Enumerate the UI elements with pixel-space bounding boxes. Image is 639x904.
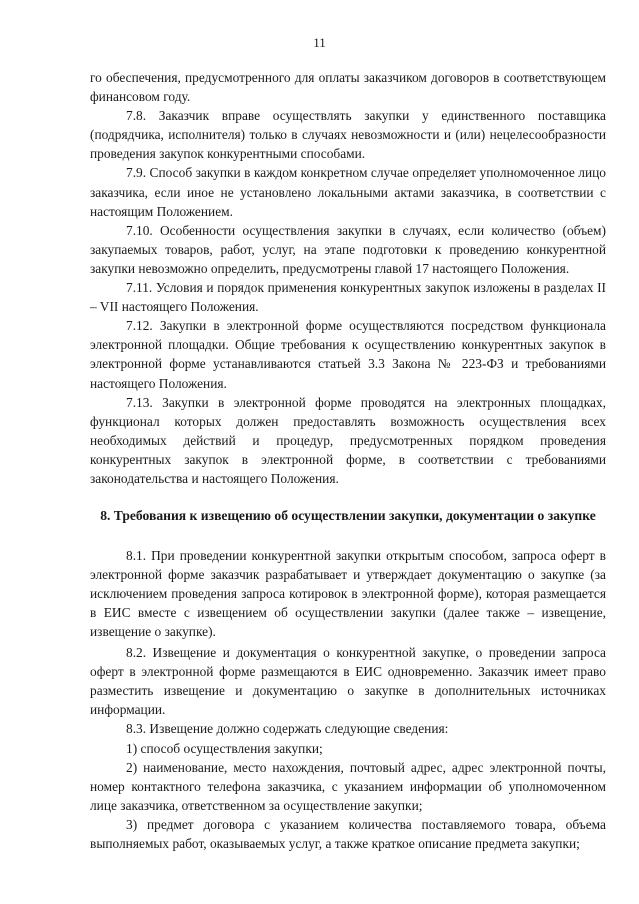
- paragraph-7-12: 7.12. Закупки в электронной форме осуществляются посредством функционала электронной площадки. Общие требования к осуществлению конкурентных закупок в электронной форме устанавливаются статьей 3.3 Закона № 223-ФЗ и требованиями настоящего Положения.: [90, 318, 606, 391]
- section-heading: 8. Требования к извещению об осуществлении закупки, документации о закупке: [100, 508, 596, 524]
- page-number: 11: [313, 35, 326, 50]
- paragraph-7-8: 7.8. Заказчик вправе осуществлять закупки у единственного поставщика (подрядчика, исполнителя) только в случаях невозможности и (или) нецелесообразности проведения закупок конкурентными способами.: [90, 108, 606, 162]
- paragraph-7-13: 7.13. Закупки в электронной форме проводятся на электронных площадках, функционал которых должен предоставлять возможность осуществления всех необходимых действий и процедур, предусмотренных порядком проведения конкурентных закупок в электронной форме, в соответствии с требованиями законодательства и настоящего Положения.: [90, 394, 606, 486]
- paragraph-continuation: го обеспечения, предусмотренного для оплаты заказчиком договоров в соответствующем финансовом году.: [90, 70, 606, 105]
- paragraph-8-2: 8.2. Извещение и документация о конкурентной закупке, о проведении запроса оферт в электронной форме размещаются в ЕИС одновременно. Заказчик имеет право разместить извещение и документацию о закупке в дополнительных источниках информации.: [90, 645, 606, 718]
- paragraph-7-11: 7.11. Условия и порядок применения конкурентных закупок изложены в разделах II – VII настоящего Положения.: [90, 280, 606, 315]
- list-item-2: 2) наименование, место нахождения, почтовый адрес, адрес электронной почты, номер контактного телефона заказчика, с указанием информации об уполномоченном лице заказчика, ответственном за осуществление закупки;: [90, 759, 606, 813]
- list-item-1: 1) способ осуществления закупки;: [126, 740, 323, 756]
- list-item-3: 3) предмет договора с указанием количества поставляемого товара, объема выполняемых работ, оказываемых услуг, а также краткое описание предмета закупки;: [90, 816, 606, 851]
- paragraph-8-3: 8.3. Извещение должно содержать следующие сведения:: [126, 721, 449, 737]
- document-body: [90, 68, 606, 853]
- paragraph-7-10: 7.10. Особенности осуществления закупки в случаях, если количество (объем) закупаемых товаров, работ, услуг, на этапе подготовки к проведению конкурентной закупки невозможно определить, предусмотрены главой 17 настоящего Положения.: [90, 222, 606, 276]
- paragraph-7-9: 7.9. Способ закупки в каждом конкретном случае определяет уполномоченное лицо заказчика, если иное не установлено локальными актами заказчика, в соответствии с настоящим Положением.: [90, 165, 606, 219]
- paragraph-8-1: 8.1. При проведении конкурентной закупки открытым способом, запроса оферт в электронной форме заказчик разрабатывает и утверждает документацию о закупке (за исключением проведения запроса котировок в электронной форме), которая размещается в ЕИС вместе с извещением об осуществлении закупки (далее также – извещение, извещение о закупке).: [90, 547, 606, 639]
